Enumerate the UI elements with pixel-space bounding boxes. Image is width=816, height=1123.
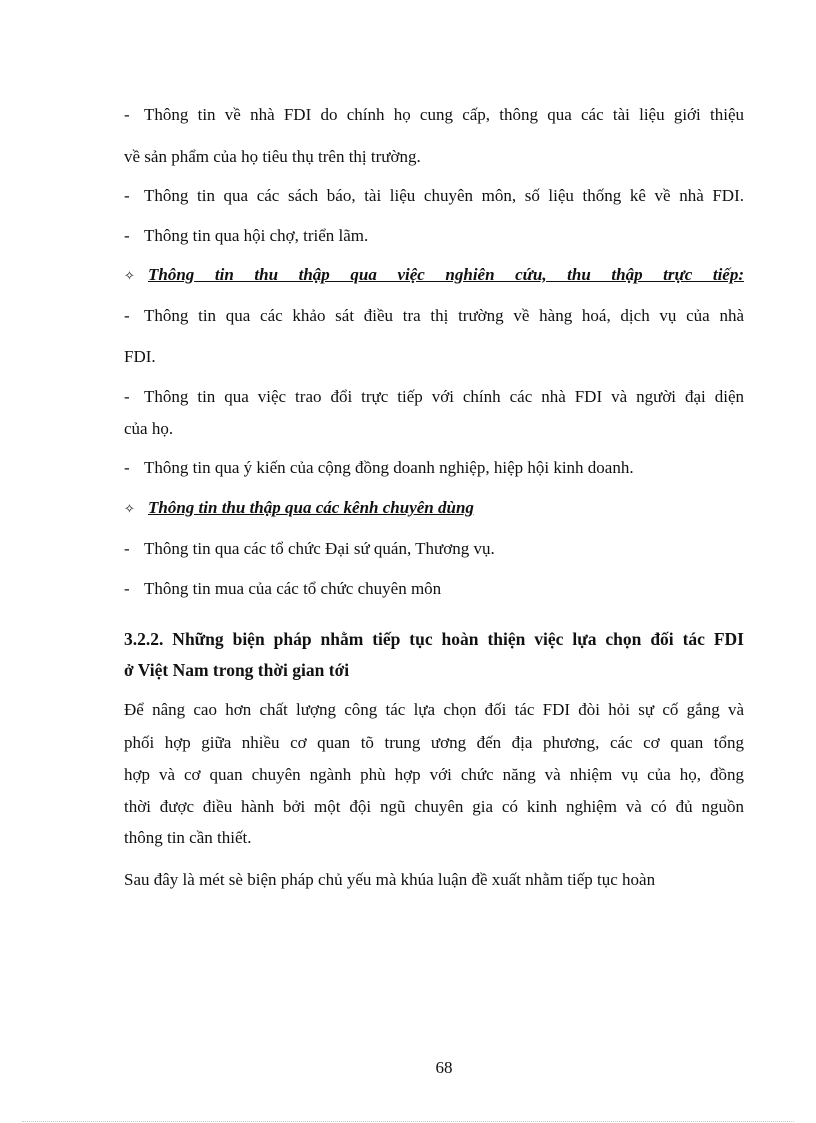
page-number: 68 — [435, 1058, 453, 1077]
dash-marker: - — [124, 579, 130, 598]
subheading — [124, 264, 744, 287]
bullet-line — [124, 104, 744, 126]
bullet-line — [124, 225, 368, 247]
paragraph-line: hợp và cơ quan chuyên ngành phù hợp với chức năng và nhiệm vụ của họ, đồng — [124, 765, 744, 784]
paragraph-line: phối hợp giữa nhiều cơ quan tõ trung ương đến địa phương, các cơ quan tổng — [124, 733, 744, 752]
bullet-continuation: của họ. — [124, 419, 174, 438]
subheading-text: Thông tin thu thập qua các kênh chuyên dùng — [148, 498, 474, 517]
bullet-continuation: về sản phẩm của họ tiêu thụ trên thị trường. — [124, 147, 421, 166]
bullet-text: Thông tin về nhà FDI do chính họ cung cấp, thông qua các tài liệu giới thiệu — [144, 105, 744, 124]
bullet-text: Thông tin mua của các tổ chức chuyên môn — [144, 579, 442, 598]
bullet-text: Thông tin qua các tổ chức Đại sứ quán, Thương vụ. — [144, 539, 495, 558]
dash-marker: - — [124, 387, 130, 406]
bullet-line — [124, 386, 744, 408]
bullet-line — [124, 305, 744, 327]
bullet-text: Thông tin qua các sách báo, tài liệu chuyên môn, số liệu thống kê về nhà FDI. — [144, 186, 744, 205]
bullet-line — [124, 185, 744, 207]
dash-marker: - — [124, 105, 130, 124]
dash-marker: - — [124, 306, 130, 325]
subheading — [124, 497, 474, 520]
bullet-text: Thông tin qua các khảo sát điều tra thị trường về hàng hoá, dịch vụ của nhà — [144, 306, 744, 325]
paragraph-line: Sau đây là mét sè biện pháp chủ yếu mà khúa luận đề xuất nhằm tiếp tục hoàn — [124, 870, 656, 889]
dash-marker: - — [124, 539, 130, 558]
paragraph-line: Để nâng cao hơn chất lượng công tác lựa chọn đối tác FDI đòi hỏi sự cố gắng và — [124, 700, 744, 719]
dash-marker: - — [124, 458, 130, 477]
page-border-line — [22, 1121, 794, 1122]
bullet-continuation: FDI. — [124, 347, 156, 366]
subheading-text: Thông tin thu thập qua việc nghiên cứu, thu thập trực tiếp: — [148, 265, 744, 284]
diamond-bullet-icon: ✧ — [124, 268, 135, 283]
section-heading: 3.2.2. Những biện pháp nhằm tiếp tục hoàn thiện việc lựa chọn đối tác FDI — [124, 629, 744, 649]
section-heading-continuation: ở Việt Nam trong thời gian tới — [124, 660, 350, 680]
bullet-text: Thông tin qua việc trao đổi trực tiếp với chính các nhà FDI và người đại diện — [144, 387, 744, 406]
paragraph-line: thông tin cần thiết. — [124, 828, 252, 847]
bullet-line — [124, 578, 441, 600]
dash-marker: - — [124, 226, 130, 245]
bullet-line — [124, 457, 634, 479]
bullet-text: Thông tin qua hội chợ, triển lãm. — [144, 226, 369, 245]
bullet-line — [124, 538, 495, 560]
paragraph-line: thời được điều hành bởi một đội ngũ chuyên gia có kinh nghiệm và có đủ nguồn — [124, 797, 744, 816]
diamond-bullet-icon: ✧ — [124, 501, 135, 516]
bullet-text: Thông tin qua ý kiến của cộng đồng doanh nghiệp, hiệp hội kinh doanh. — [144, 458, 634, 477]
dash-marker: - — [124, 186, 130, 205]
